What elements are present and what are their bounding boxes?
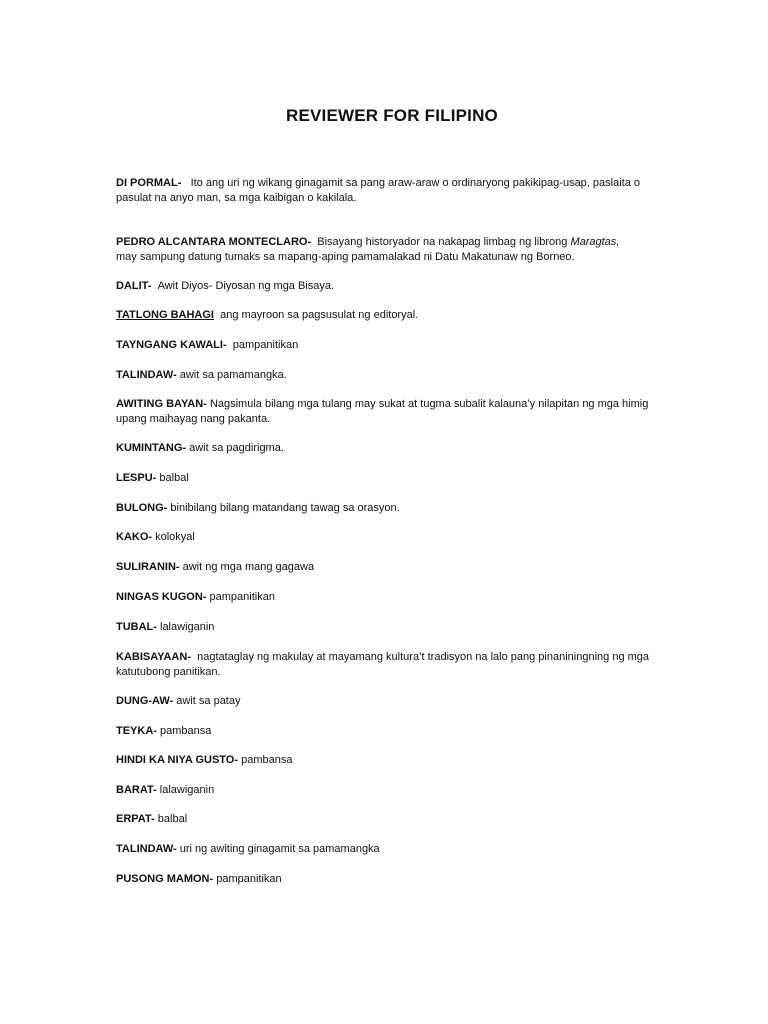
entry-definition: kolokyal: [155, 531, 195, 543]
entry-ningas-kugon: [116, 590, 664, 605]
entry-kumintang: [116, 441, 664, 456]
entry-definition: awit sa pamamangka.: [179, 369, 287, 381]
entry-tubal: [116, 620, 664, 635]
entry-dalit: [116, 279, 664, 294]
entry-definition: uri ng awiting ginagamit sa pamamangka: [179, 843, 380, 855]
entry-term: TALINDAW-: [116, 843, 177, 855]
entry-definition-continued: may sampung datung tumaks sa mapang-aping pamamalakad ni Datu Makatunaw ng Borneo.: [116, 251, 575, 263]
entry-definition: Ito ang uri ng wikang ginagamit sa pang araw-araw o ordinaryong pakikipag-usap, paslaita o pasulat na anyo man, sa mga kaibigan o kakilala.: [116, 177, 640, 204]
entry-term: TALINDAW-: [116, 369, 177, 381]
entry-definition: awit ng mga mang gagawa: [182, 561, 315, 573]
entry-lespu: [116, 471, 664, 486]
entry-di-pormal: [116, 176, 664, 206]
entry-definition: balbal: [159, 472, 189, 484]
entry-term: KABISAYAAN-: [116, 651, 191, 663]
entry-definition: binibilang bilang matandang tawag sa orasyon.: [170, 502, 400, 514]
entry-definition: nagtataglay ng makulay at mayamang kultura’t tradisyon na lalo pang pinaniningning ng mga katutubong panitikan.: [116, 651, 650, 678]
entry-tatlong-bahagi: [116, 308, 664, 323]
entry-term: KUMINTANG-: [116, 442, 187, 454]
entry-term: PUSONG MAMON-: [116, 873, 214, 885]
entry-tayngang-kawali: [116, 338, 664, 353]
entry-barat: [116, 783, 664, 798]
entry-definition: lalawiganin: [159, 784, 215, 796]
entry-definition: pampanitikan: [232, 339, 299, 351]
entry-pedro-alcantara-monteclaro: [116, 235, 664, 265]
entry-definition: Awit Diyos- Diyosan ng mga Bisaya.: [157, 280, 335, 292]
entry-definition: pambansa: [241, 754, 293, 766]
entry-teyka: [116, 724, 664, 739]
entry-term: DI PORMAL-: [116, 177, 182, 189]
entry-definition: Bisayang historyador na nakapag limbag ng librong: [317, 236, 568, 248]
document-title: REVIEWER FOR FILIPINO: [286, 106, 498, 125]
entry-definition: lalawiganin: [160, 621, 215, 633]
entry-talindaw: [116, 368, 664, 383]
entry-term: TAYNGANG KAWALI-: [116, 339, 227, 351]
entry-definition: awit sa pagdirigma.: [189, 442, 284, 454]
entry-pusong-mamon: [116, 872, 664, 887]
entry-term: TATLONG BAHAGI: [116, 309, 214, 321]
entry-term: NINGAS KUGON-: [116, 591, 207, 603]
entry-definition: pambansa: [160, 725, 212, 737]
entry-definition: Nagsimula bilang mga tulang may sukat at tugma subalit kalauna’y nilapitan ng mga himig upang maihayag nang pakanta.: [116, 398, 649, 425]
entry-kako: [116, 530, 664, 545]
entry-term: HINDI KA NIYA GUSTO-: [116, 754, 239, 766]
entry-awiting-bayan: [116, 397, 664, 427]
entry-term: ERPAT-: [116, 813, 155, 825]
entry-definition: pampanitikan: [216, 873, 282, 885]
entry-term: PEDRO ALCANTARA MONTECLARO-: [116, 236, 312, 248]
entry-term: DALIT-: [116, 280, 152, 292]
entry-term: BULONG-: [116, 502, 168, 514]
entry-term: DUNG-AW-: [116, 695, 174, 707]
entry-kabisayaan: [116, 650, 664, 680]
entry-term: SULIRANIN-: [116, 561, 180, 573]
entry-definition: ang mayroon sa pagsusulat ng editoryal.: [220, 309, 419, 321]
entry-term: TUBAL-: [116, 621, 157, 633]
entry-suliranin: [116, 560, 664, 575]
entry-term: KAKO-: [116, 531, 153, 543]
entry-definition: awit sa patay: [176, 695, 241, 707]
entry-bulong: [116, 501, 664, 516]
entry-hindi-ka-niya-gusto: [116, 753, 664, 768]
entry-definition: balbal: [157, 813, 188, 825]
entry-term: BARAT-: [116, 784, 157, 796]
entry-term: AWITING BAYAN-: [116, 398, 207, 410]
entry-term: LESPU-: [116, 472, 157, 484]
entry-definition-italic: Maragtas,: [570, 236, 620, 248]
entry-dung-aw: [116, 694, 664, 709]
entry-definition: pampanitikan: [209, 591, 275, 603]
entry-term: TEYKA-: [116, 725, 157, 737]
entry-talindaw-2: [116, 842, 664, 857]
entry-erpat: [116, 812, 664, 827]
